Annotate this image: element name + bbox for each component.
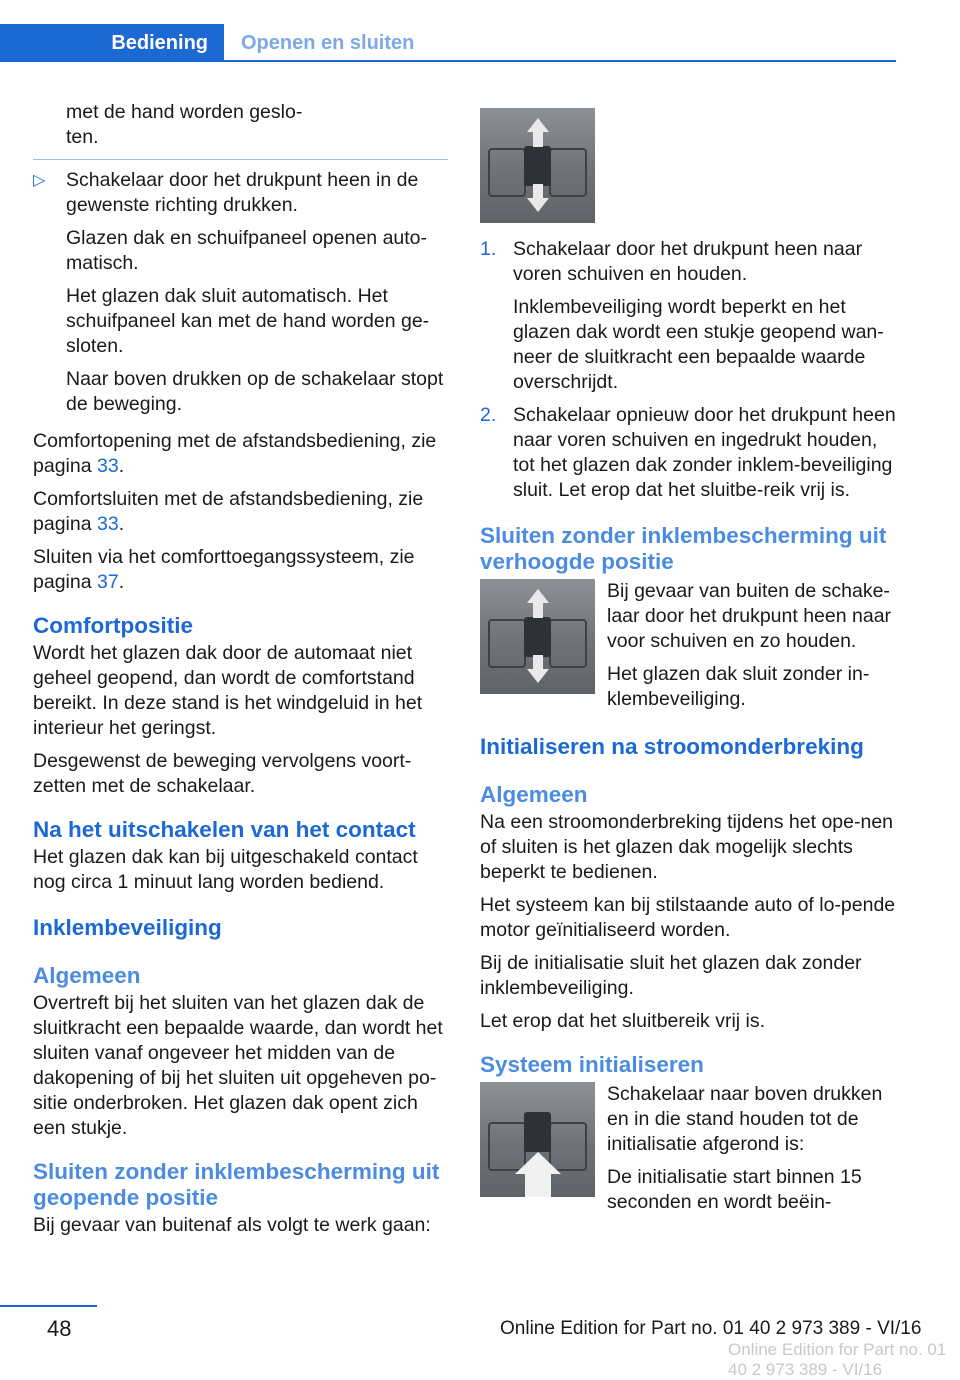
bullet-paragraph: Glazen dak en schuifpaneel openen auto-matisch. [66,227,428,274]
arrow-up-icon [527,589,549,603]
edition-text: Online Edition for Part no. 01 40 2 973 389 - VI/16 [500,1318,922,1339]
watermark: Online Edition for Part no. 01 40 2 973 389 - VI/16 [728,1340,947,1379]
continuation-line-2: ten. [66,126,99,148]
page-link-33[interactable]: 33 [96,455,119,477]
paragraph-na-contact: Het glazen dak kan bij uitgeschakeld contact nog circa 1 minuut lang worden bediend. [33,846,418,893]
systeem-section [480,1082,900,1215]
paragraph-algemeen-4: Let erop dat het sluitbereik vrij is. [480,1010,766,1032]
paragraph-systeem-1: Schakelaar naar boven drukken en in die stand houden tot de initialisatie afgerond is: [607,1083,883,1155]
header-rule [0,60,896,62]
paragraph-comfortpositie: Wordt het glazen dak door de automaat niet geheel geopend, dan wordt de comfortstand bereikt. In deze stand is het windgeluid in het interieur het geringst. [33,642,423,739]
switch-press-illustration [480,1082,595,1197]
paragraph-algemeen: Overtreft bij het sluiten van het glazen dak de sluitkracht een bepaalde waarde, dan wordt het sluiten vanaf ongeveer het midden van de dakopening of bij het sluiten uit opgeheven po-sitie onderbroken. Het glazen dak opent zich een stukje. [33,992,443,1139]
page-number: 48 [47,1316,72,1341]
verhoogde-section [480,579,900,712]
bullet-text: Schakelaar door het drukpunt heen in de gewenste richting drukken. [66,169,419,216]
heading-geopende-positie: Sluiten zonder inklembescherming uit geopende positie [33,1159,440,1210]
paragraph-geopende-positie: Bij gevaar van buitenaf als volgt te werk gaan: [33,1214,431,1236]
continuation-line-1: met de hand worden geslo- [66,101,303,123]
heading-inklembeveiliging: Inklembeveiliging [33,915,222,940]
left-column [33,100,448,1238]
arrow-up-icon [515,1152,561,1174]
triangle-bullet-icon: ▷ [33,172,46,189]
heading-comfortpositie: Comfortpositie [33,613,193,638]
paragraph-desgewenst: Desgewenst de beweging vervolgens voort-zetten met de schakelaar. [33,750,412,797]
list-item: 2. Schakelaar opnieuw door het drukpunt heen naar voren schuiven en ingedrukt houden, tot het glazen dak zonder inklem-beveiliging sluit. Let erop dat het sluitbe-reik vrij is. [480,404,896,501]
comfort-close-paragraph: Comfortsluiten met de afstandsbediening, zie pagina 33. [33,488,424,535]
paragraph-verhoogde-1: Bij gevaar van buiten de schake-laar door het drukpunt heen naar voor schuiven en zo houden. [607,580,892,652]
comfort-open-paragraph: Comfortopening met de afstandsbediening, zie pagina 33. [33,430,437,477]
footer-rule [0,1305,97,1307]
list-item [33,168,448,218]
paragraph-verhoogde-2: Het glazen dak sluit zonder in-klembeveiliging. [607,663,870,710]
paragraph-algemeen-1: Na een stroomonderbreking tijdens het ope-nen of sluiten is het glazen dak mogelijk slechts beperkt te bedienen. [480,811,894,883]
bullet-paragraph: Het glazen dak sluit automatisch. Het schuifpaneel kan met de hand worden ge-sloten. [66,285,430,357]
paragraph-systeem-2: De initialisatie start binnen 15 seconden en wordt beëin- [607,1166,862,1213]
list-divider [33,159,448,160]
page-link-33[interactable]: 33 [96,513,119,535]
list-item: 1. Schakelaar door het drukpunt heen naar voren schuiven en houden. [480,238,863,285]
tab-openen-en-sluiten[interactable]: Openen en sluiten [241,31,415,54]
right-column [480,108,900,1215]
bullet-paragraph: Naar boven drukken op de schakelaar stopt de beweging. [66,368,444,415]
heading-systeem-initialiseren: Systeem initialiseren [480,1052,704,1077]
heading-initialiseren: Initialiseren na stroomonderbreking [480,734,864,759]
paragraph-algemeen-2: Het systeem kan bij stilstaande auto of lo-pende motor geïnitialiseerd worden. [480,894,896,941]
arrow-down-icon [527,198,549,212]
step-number: 2. [480,404,497,426]
arrow-up-icon [527,118,549,132]
switch-slide-illustration [480,108,595,223]
paragraph-algemeen-3: Bij de initialisatie sluit het glazen dak zonder inklembeveiliging. [480,952,862,999]
page-link-37[interactable]: 37 [96,571,119,593]
tab-bediening[interactable]: Bediening [0,24,224,62]
heading-verhoogde-positie: Sluiten zonder inklembescherming uit verhoogde positie [480,523,887,574]
arrow-down-icon [527,669,549,683]
step-number: 1. [480,238,497,260]
heading-algemeen: Algemeen [480,782,588,807]
switch-slide-illustration [480,579,595,694]
step-paragraph: Inklembeveiliging wordt beperkt en het glazen dak wordt een stukje geopend wan-neer de sluitkracht een bepaalde waarde overschrijdt. [513,296,884,393]
heading-algemeen: Algemeen [33,963,141,988]
heading-na-contact: Na het uitschakelen van het contact [33,817,416,842]
comfort-access-paragraph: Sluiten via het comforttoegangssysteem, zie pagina 37. [33,546,415,593]
